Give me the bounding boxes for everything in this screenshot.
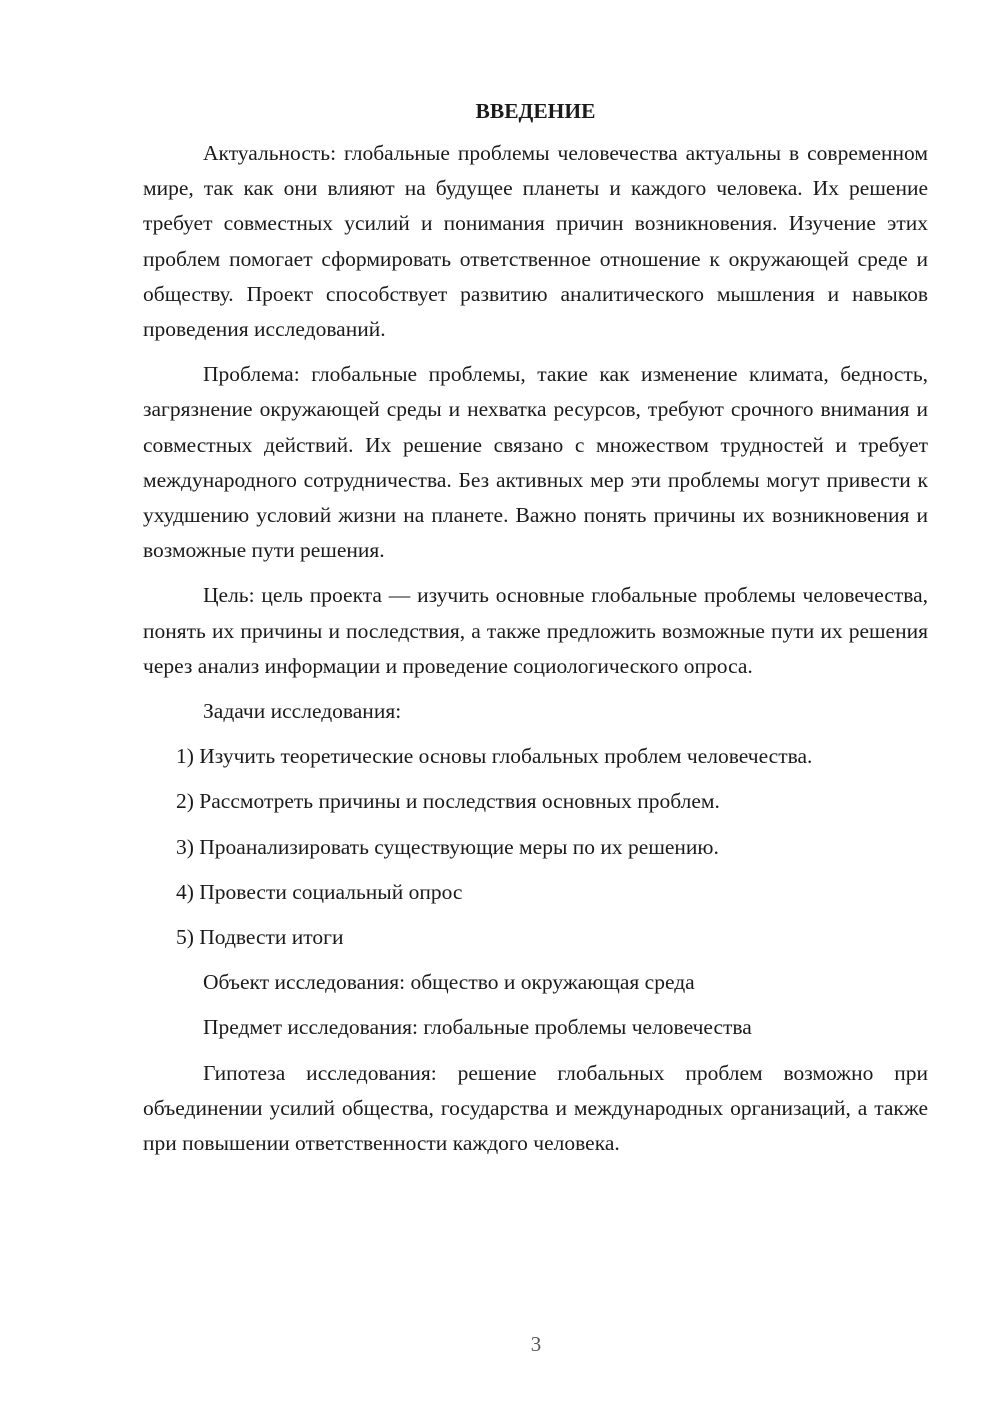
document-body xyxy=(143,94,928,1171)
list-item: 4) Провести социальный опрос xyxy=(176,879,463,904)
paragraph-subject: Предмет исследования: глобальные проблемы человечества xyxy=(203,1015,752,1040)
tasks-list xyxy=(143,739,928,955)
list-item: 5) Подвести итоги xyxy=(176,925,344,950)
section-title: ВВЕДЕНИЕ xyxy=(475,99,596,123)
page-number: 3 xyxy=(530,1332,542,1356)
paragraph-goal: Цель: цель проекта — изучить основные глобальные проблемы человечества, понять их причины и последствия, а также предложить возможные пути их решения через анализ информации и проведение социологического опроса. xyxy=(143,583,928,678)
tasks-heading: Задачи исследования: xyxy=(203,699,402,724)
paragraph-problem: Проблема: глобальные проблемы, такие как изменение климата, бедность, загрязнение окружающей среды и нехватка ресурсов, требуют срочного внимания и совместных действий. Их решение связано с множеством трудностей и требует международного сотрудничества. Без активных мер эти проблемы могут привести к ухудшению условий жизни на планете. Важно понять причины их возникновения и возможные пути решения. xyxy=(143,362,928,563)
list-item: 1) Изучить теоретические основы глобальных проблем человечества. xyxy=(176,744,813,769)
list-item: 2) Рассмотреть причины и последствия основных проблем. xyxy=(176,789,720,814)
paragraph-hypothesis: Гипотеза исследования: решение глобальных проблем возможно при объединении усилий общества, государства и международных организаций, а также при повышении ответственности каждого человека. xyxy=(143,1060,928,1156)
paragraph-actuality: Актуальность: глобальные проблемы человечества актуальны в современном мире, так как они влияют на будущее планеты и каждого человека. Их решение требует совместных усилий и понимания причин возникновения. Изучение этих проблем помогает сформировать ответственное отношение к окружающей среде и обществу. Проект способствует развитию аналитического мышления и навыков проведения исследований. xyxy=(143,141,928,342)
list-item: 3) Проанализировать существующие меры по их решению. xyxy=(176,834,719,859)
paragraph-object: Объект исследования: общество и окружающая среда xyxy=(203,970,695,995)
